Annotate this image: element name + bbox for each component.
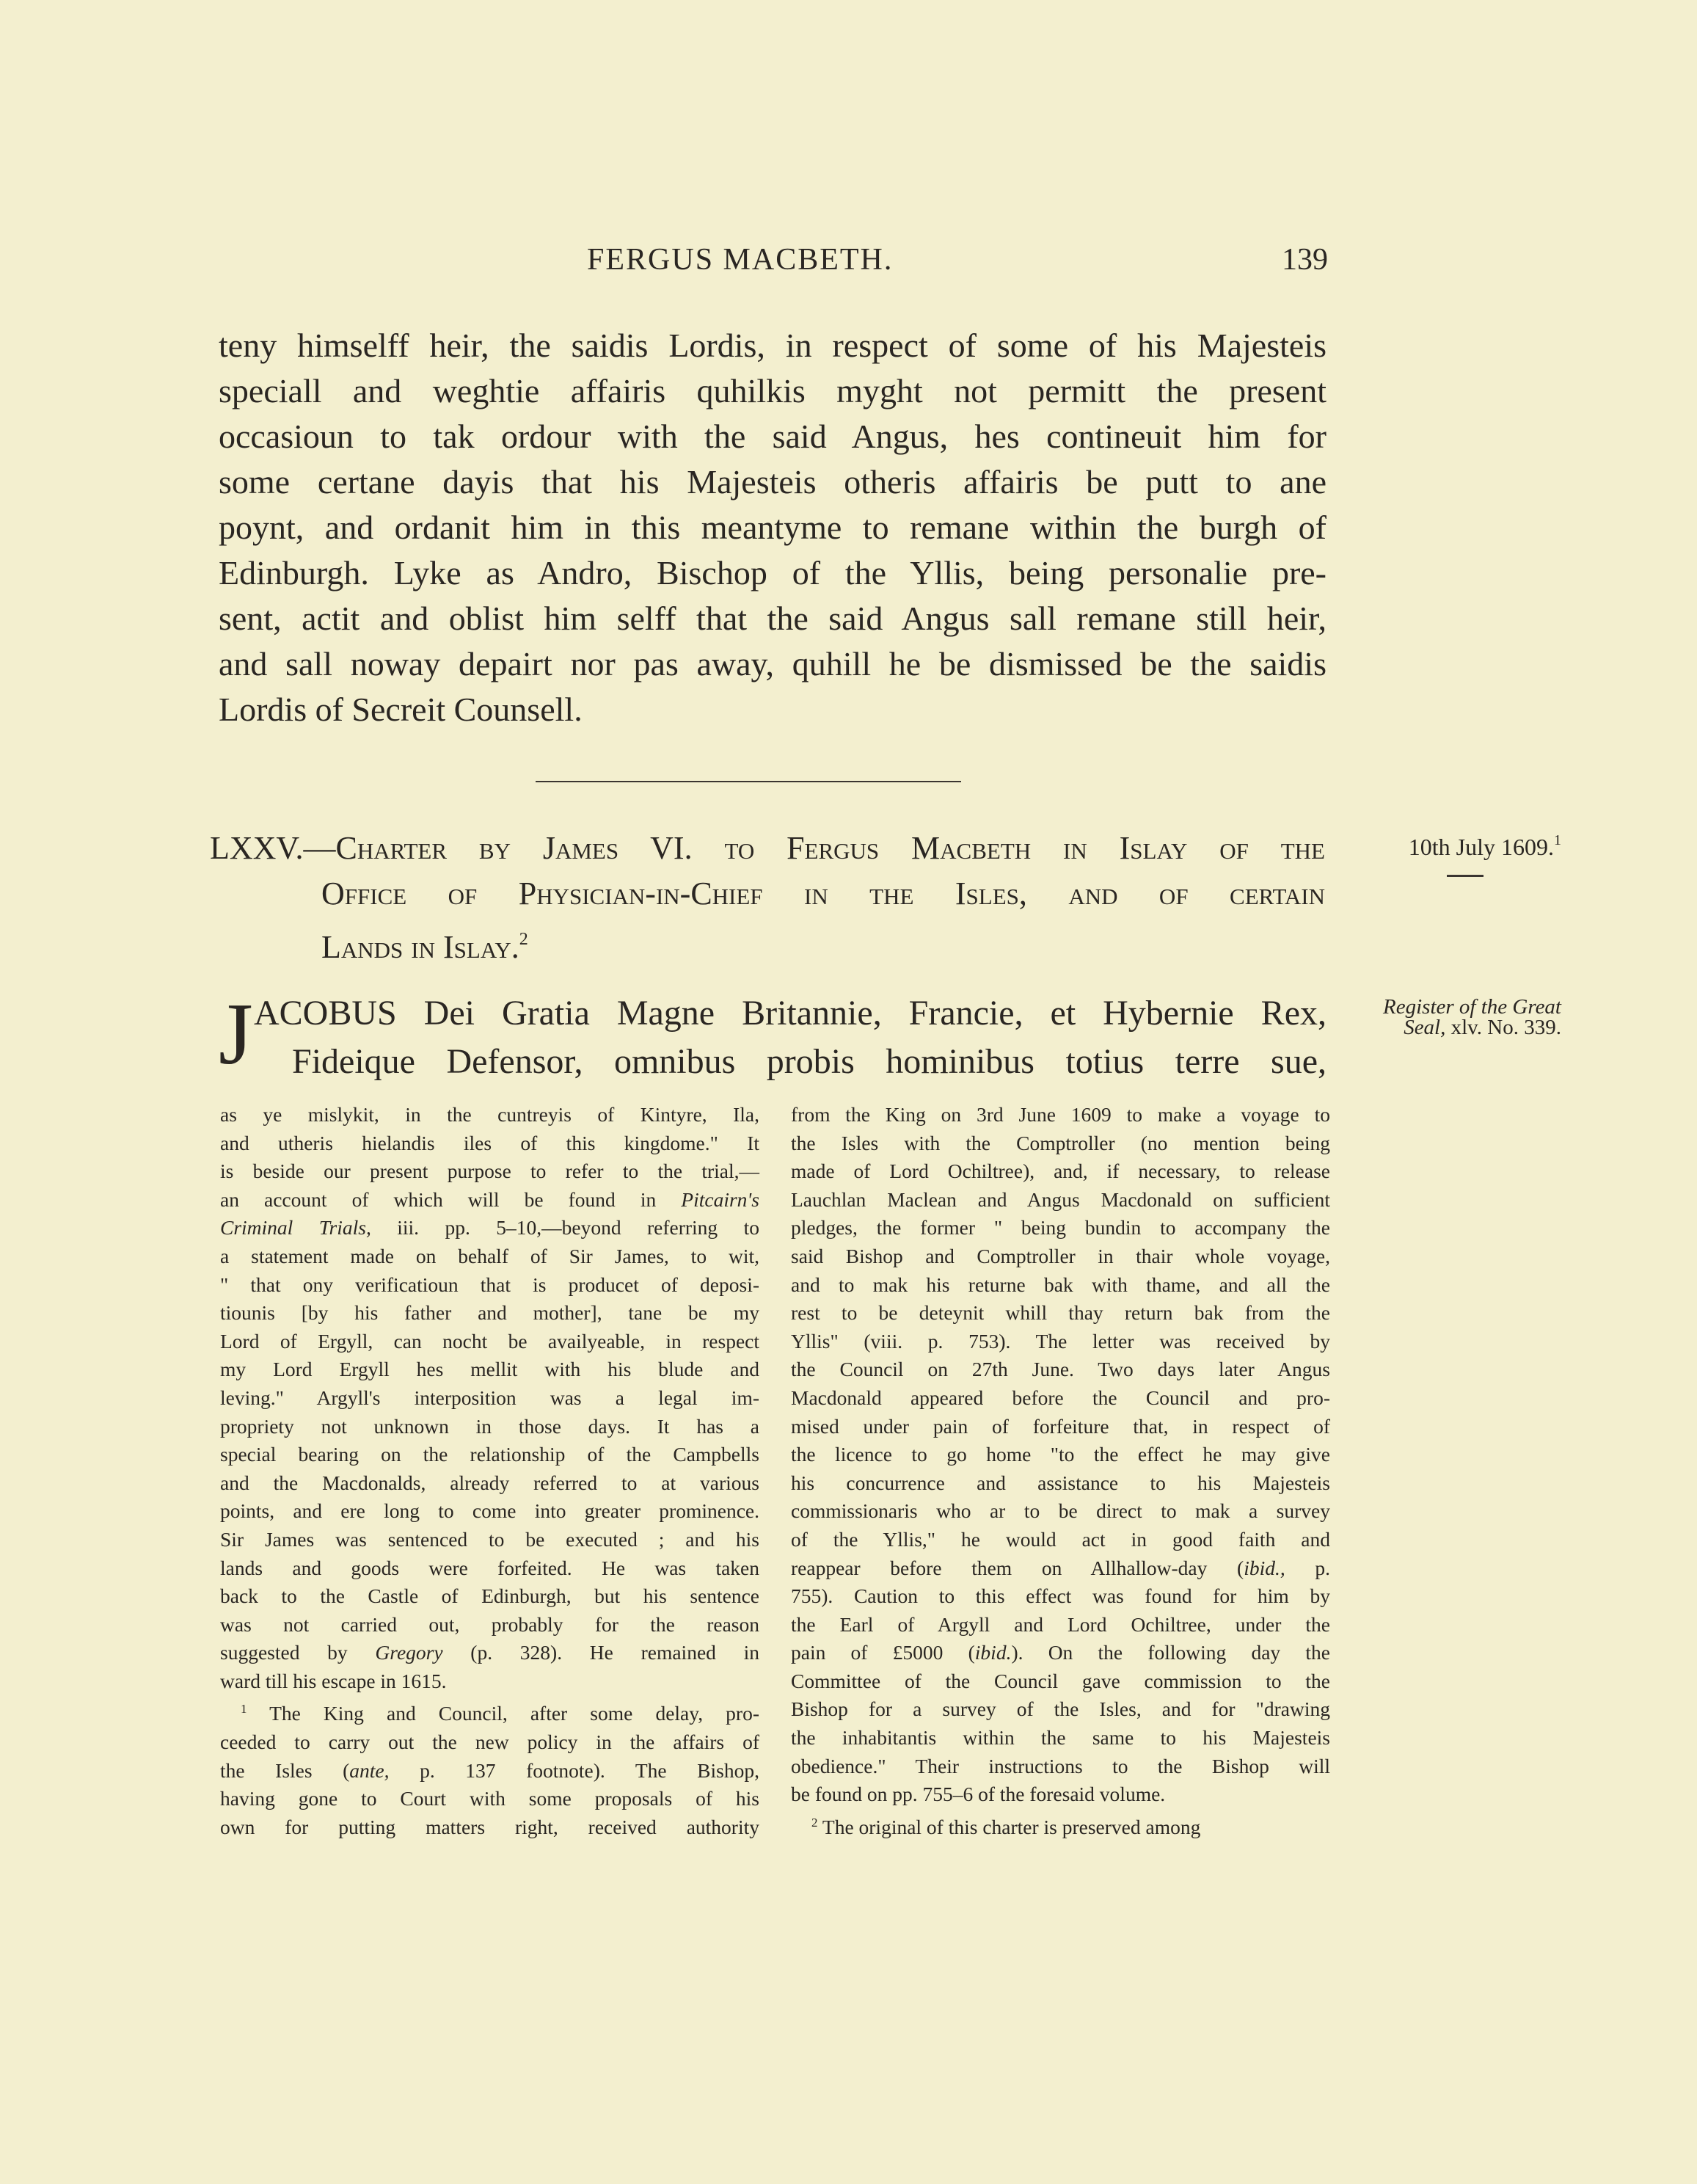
heading-line-text: Lands in Islay.: [321, 929, 519, 965]
footnote-line: from the King on 3rd June 1609 to make a voyage to: [791, 1103, 1330, 1126]
footnote-line: ward till his escape in 1615.: [220, 1669, 447, 1692]
italic-title: Pitcairn's: [681, 1187, 759, 1211]
footnote-line: propriety not unknown in those days. It has a: [220, 1414, 759, 1438]
charter-text: [219, 985, 1326, 1086]
footnote-line: back to the Castle of Edinburgh, but his sentence: [220, 1584, 759, 1608]
footnote-line: ceeded to carry out the new policy in the affairs of: [220, 1730, 759, 1754]
italic-word: ibid.,: [1244, 1556, 1285, 1579]
section-divider: [536, 781, 961, 782]
footnote-line: my Lord Ergyll hes mellit with his blude and: [220, 1358, 759, 1381]
footnote-line: his concurrence and assistance to his Majesteis: [791, 1471, 1330, 1494]
footnote-line: [791, 1639, 1330, 1667]
intro-paragraph: [219, 323, 1326, 732]
footnote-line: rest to be deteynit whill thay return bak from the: [791, 1301, 1330, 1325]
footnote-line: own for putting matters right, received authority: [220, 1815, 759, 1838]
margin-date: [1363, 832, 1561, 861]
reference-source-cont: Seal,: [1404, 1016, 1446, 1039]
footnote-line: made of Lord Ochiltree), and, if necessary, to release: [791, 1160, 1330, 1183]
footnotes-left-column: [220, 1101, 759, 1841]
footnote-line: Sir James was sentenced to be executed ; and his: [220, 1527, 759, 1551]
running-head-title: FERGUS MACBETH.: [587, 243, 894, 277]
footnote-line: [220, 1639, 759, 1667]
footnote-line: the licence to go home "to the effect he may give: [791, 1443, 1330, 1466]
footnote-line: Lauchlan Maclean and Angus Macdonald on sufficient: [791, 1187, 1330, 1211]
footnote-line: as ye mislykit, in the cuntreyis of Kintyre, Ila,: [220, 1103, 759, 1126]
reference-source: Register of the Great: [1383, 995, 1561, 1019]
margin-dash: [1447, 875, 1483, 877]
footnote-line: Bishop for a survey of the Isles, and for "drawing: [791, 1697, 1330, 1721]
footnote-line: [220, 1757, 759, 1786]
footnote-text: suggested by: [220, 1641, 348, 1664]
footnote-line: the Council on 27th June. Two days later Angus: [791, 1358, 1330, 1381]
footnote-line: [220, 1214, 759, 1242]
italic-word: ibid.: [974, 1641, 1012, 1664]
footnote-line: tiounis [by his father and mother], tane be my: [220, 1301, 759, 1325]
footnote-line: of the Yllis," he would act in good faith and: [791, 1527, 1330, 1551]
footnote-text: an account of which will be found in: [220, 1187, 657, 1211]
footnote-line: [791, 1809, 1330, 1842]
heading-line: [210, 917, 1325, 970]
footnote-line: the inhabitantis within the same to his Majesteis: [791, 1726, 1330, 1750]
footnote-line: is beside our present purpose to refer to the trial,—: [220, 1160, 759, 1183]
text-line: speciall and weghtie affairis quhilkis myght not permitt the present: [219, 372, 1326, 410]
footnote-line: Macdonald appeared before the Council and pro-: [791, 1386, 1330, 1409]
footnote-line: the Isles with the Comptroller (no mention being: [791, 1131, 1330, 1154]
footnote-line: and utheris hielandis iles of this kingdome." It: [220, 1131, 759, 1154]
text-line: occasioun to tak ordour with the said Angus, hes contineuit him for: [219, 418, 1326, 455]
charter-line: ACOBUS Dei Gratia Magne Britannie, Francie, et Hybernie Rex,: [254, 994, 1326, 1033]
footnote-line: Yllis" (viii. p. 753). The letter was received by: [791, 1329, 1330, 1353]
footnote-line: said Bishop and Comptroller in thair whole voyage,: [791, 1244, 1330, 1267]
footnote-line: 755). Caution to this effect was found for him by: [791, 1584, 1330, 1608]
italic-word: ante,: [349, 1758, 390, 1782]
footnote-line: mised under pain of forfeiture that, in respect of: [791, 1414, 1330, 1438]
footnote-ref: 2: [519, 930, 528, 949]
footnote-text: the Isles (: [220, 1758, 350, 1782]
text-line: Lordis of Secreit Counsell.: [219, 691, 583, 728]
drop-cap: J: [219, 985, 253, 1082]
footnote-line: commissionaris who ar to be direct to mak a survey: [791, 1499, 1330, 1523]
footnote-line: and to mak his returne bak with thame, and all the: [791, 1273, 1330, 1296]
text-line: and sall noway depairt nor pas away, quhill he be dismissed be the saidis: [219, 645, 1326, 682]
footnote-line: was not carried out, probably for the reason: [220, 1612, 759, 1636]
footnote-line: [220, 1186, 759, 1215]
footnote-text: The King and Council, after some delay, pro-: [269, 1702, 759, 1725]
text-line: teny himselff heir, the saidis Lordis, in respect of some of his Majesteis: [219, 327, 1326, 364]
footnote-text: The original of this charter is preserved among: [822, 1815, 1201, 1838]
footnotes-right-column: [791, 1101, 1330, 1841]
footnote-line: the Earl of Argyll and Lord Ochiltree, under the: [791, 1612, 1330, 1636]
footnote-line: lands and goods were forfeited. He was taken: [220, 1556, 759, 1579]
footnote-line: a statement made on behalf of Sir James, to wit,: [220, 1244, 759, 1267]
footnote-text: iii. pp. 5–10,—beyond referring to: [371, 1216, 759, 1240]
running-head: [220, 242, 1328, 286]
charter-line: Fideique Defensor, omnibus probis hominibus totius terre sue,: [292, 1042, 1326, 1081]
footnote-text: p. 137 footnote). The Bishop,: [389, 1758, 759, 1782]
footnote-text: ). On the following day the: [1011, 1641, 1330, 1664]
footnote-line: [220, 1695, 759, 1728]
footnote-text: reappear before them on Allhallow-day (: [791, 1556, 1244, 1579]
italic-title: Criminal Trials,: [220, 1216, 371, 1240]
footnote-line: having gone to Court with some proposals of his: [220, 1787, 759, 1810]
page-number: 139: [1282, 243, 1328, 277]
footnote-line: [791, 1554, 1330, 1583]
text-line: poynt, and ordanit him in this meantyme to remane within the burgh of: [219, 509, 1326, 546]
footnote-marker: 2: [811, 1815, 818, 1830]
footnote-marker: 1: [241, 1702, 247, 1717]
footnote-line: Lord of Ergyll, can nocht be availyeable, in respect: [220, 1329, 759, 1353]
footnote-line: pledges, the former " being bundin to accompany the: [791, 1216, 1330, 1240]
footnote-line: points, and ere long to come into greater prominence.: [220, 1499, 759, 1523]
footnote-line: be found on pp. 755–6 of the foresaid volume.: [791, 1783, 1166, 1806]
margin-date-note: 1: [1554, 832, 1561, 848]
footnote-line: and the Macdonalds, already referred to at various: [220, 1471, 759, 1494]
text-line: some certane dayis that his Majesteis otheris affairis be putt to ane: [219, 463, 1326, 500]
footnote-line: Committee of the Council gave commission to the: [791, 1669, 1330, 1692]
margin-date-text: 10th July 1609.: [1408, 834, 1554, 860]
text-line: sent, actit and oblist him selff that the said Angus sall remane still heir,: [219, 600, 1326, 637]
charter-heading: [210, 826, 1325, 970]
footnote-line: " that ony verificatioun that is producet of deposi-: [220, 1273, 759, 1296]
heading-line: LXXV.—Charter by James VI. to Fergus Macbeth in Islay of the: [210, 830, 1325, 866]
text-line: Edinburgh. Lyke as Andro, Bischop of the Yllis, being personalie pre-: [219, 554, 1326, 592]
heading-line: Office of Physician-in-Chief in the Isles, and of certain: [321, 876, 1325, 911]
footnote-text: pain of £5000 (: [791, 1641, 975, 1664]
margin-reference: [1349, 997, 1561, 1038]
footnote-line: obedience." Their instructions to the Bishop will: [791, 1754, 1330, 1777]
footnote-line: special bearing on the relationship of the Campbells: [220, 1443, 759, 1466]
footnote-line: leving." Argyll's interposition was a legal im-: [220, 1386, 759, 1409]
footnote-text: (p. 328). He remained in: [442, 1641, 760, 1664]
reference-volume: xlv. No. 339.: [1445, 1016, 1561, 1039]
footnote-text: p.: [1285, 1556, 1331, 1579]
italic-name: Gregory: [375, 1641, 443, 1664]
